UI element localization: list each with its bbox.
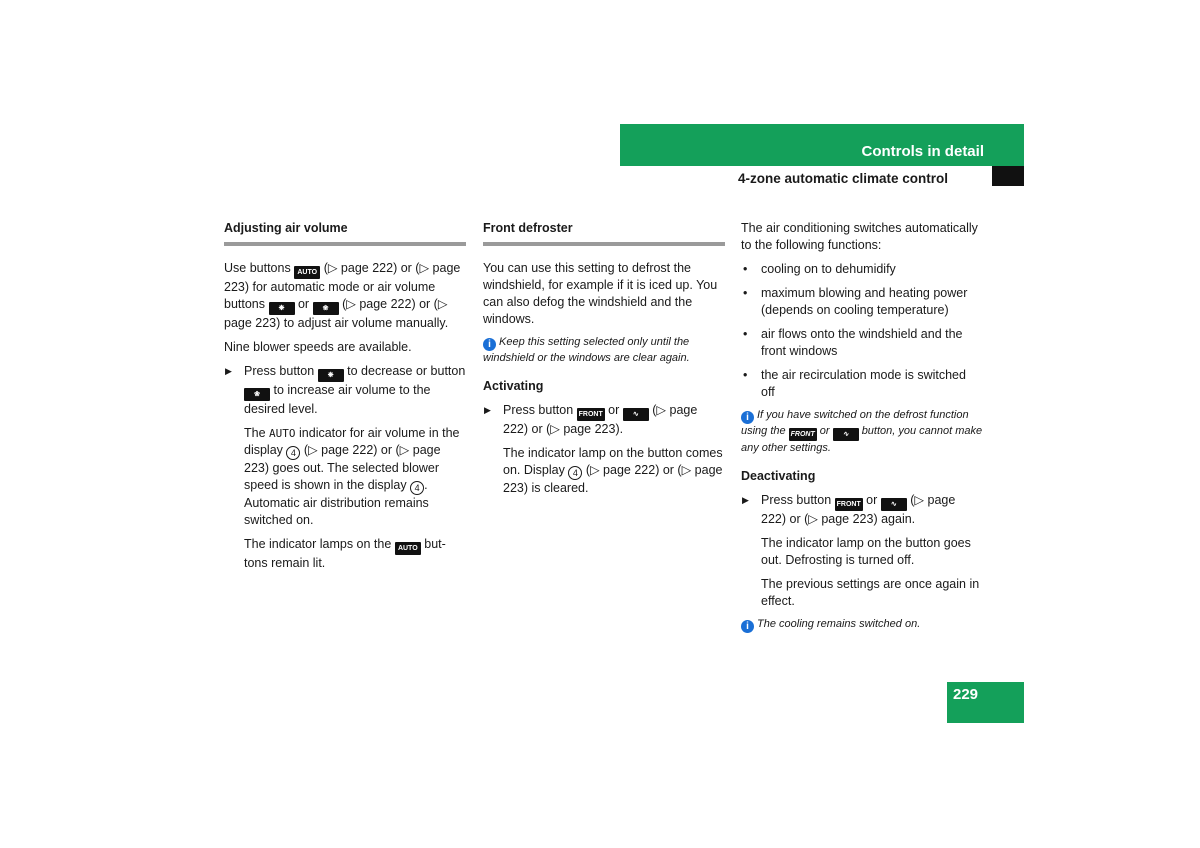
text: the air recirculation mode is switched off bbox=[761, 368, 966, 399]
text: or bbox=[297, 297, 310, 311]
list-item bbox=[741, 326, 983, 360]
display-reference-number: 4 bbox=[286, 446, 300, 460]
front-defrost-button-icon: FRONT bbox=[789, 428, 817, 441]
step-arrow-icon: ▶ bbox=[225, 366, 232, 376]
text: The indicator lamps on the bbox=[244, 537, 392, 551]
display-reference-number: 4 bbox=[410, 481, 424, 495]
text: The bbox=[244, 426, 266, 440]
windshield-defrost-button-icon: ∿ bbox=[881, 498, 907, 511]
text: (▷ page 222) or (▷ page 223). bbox=[503, 403, 698, 436]
info-icon: i bbox=[483, 338, 496, 351]
text: or bbox=[866, 493, 878, 507]
text: (▷ page 222) or (▷ page 223) again. bbox=[761, 493, 956, 526]
note-text: If you have switched on the defrost function using the bbox=[741, 409, 969, 437]
instruction-step bbox=[483, 402, 725, 438]
paragraph: The indicator lamp on the button goes out. Defrosting is turned off. bbox=[761, 536, 971, 567]
paragraph bbox=[224, 425, 466, 529]
note-text: or bbox=[819, 425, 830, 437]
list-item bbox=[741, 285, 983, 319]
step-arrow-icon: ▶ bbox=[742, 495, 749, 505]
bullet-icon: • bbox=[743, 327, 748, 341]
paragraph: You can use this setting to defrost the windshield, for example if it is iced up. You can also defog the windshield and the windows. bbox=[483, 261, 718, 326]
info-note bbox=[741, 408, 983, 456]
front-defrost-button-icon: FRONT bbox=[835, 498, 863, 511]
display-auto-text: AUTO bbox=[269, 427, 296, 440]
text: Press button bbox=[244, 364, 315, 378]
text: maximum blowing and heating power (depends on cooling temperature) bbox=[761, 286, 968, 317]
fan-low-button-icon: ❋ bbox=[318, 369, 344, 382]
text: indicator for air volume in the display bbox=[244, 426, 460, 457]
text: or bbox=[608, 403, 620, 417]
paragraph bbox=[224, 536, 466, 572]
text: to increase air volume to the desired level. bbox=[244, 383, 431, 416]
column-defroster-functions bbox=[741, 220, 983, 643]
info-note bbox=[741, 617, 983, 633]
instruction-step bbox=[224, 363, 466, 418]
text: (▷ page 222) or (▷ page 223) goes out. The selected blower speed is shown in the display bbox=[244, 443, 441, 492]
paragraph bbox=[224, 260, 466, 332]
bullet-icon: • bbox=[743, 368, 748, 382]
section-title-air-volume: Adjusting air volume bbox=[224, 220, 466, 246]
text: Press button bbox=[503, 403, 574, 417]
auto-button-icon: AUTO bbox=[395, 542, 421, 555]
fan-low-button-icon: ❋ bbox=[269, 302, 295, 315]
subheading-deactivating: Deactivating bbox=[741, 469, 816, 483]
section-subtitle: 4-zone automatic climate control bbox=[738, 171, 949, 186]
text: (▷ page 222) or (▷ page 223) for automatic mode or air volume buttons bbox=[224, 261, 461, 311]
paragraph: Nine blower speeds are available. bbox=[224, 340, 412, 354]
note-text: Keep this setting selected only until the windshield or the windows are clear again. bbox=[483, 336, 690, 364]
info-note bbox=[483, 335, 725, 366]
section-title-front-defroster: Front defroster bbox=[483, 220, 725, 246]
step-arrow-icon: ▶ bbox=[484, 405, 491, 415]
auto-button-icon: AUTO bbox=[294, 266, 320, 279]
text: cooling on to dehumidify bbox=[761, 262, 896, 276]
bullet-icon: • bbox=[743, 286, 748, 300]
page-number: 229 bbox=[953, 686, 979, 703]
text: Press button bbox=[761, 493, 832, 507]
paragraph: The air conditioning switches automatically to the following functions: bbox=[741, 221, 978, 252]
note-text: The cooling remains switched on. bbox=[757, 618, 921, 630]
info-icon: i bbox=[741, 620, 754, 633]
section-marker bbox=[992, 166, 1024, 186]
bullet-icon: • bbox=[743, 262, 748, 276]
list-item bbox=[741, 367, 983, 401]
note-text: button, you cannot make any other settings. bbox=[741, 425, 983, 454]
chapter-title: Controls in detail bbox=[861, 143, 984, 160]
text: Use buttons bbox=[224, 261, 291, 275]
fan-high-button-icon: ❀ bbox=[244, 388, 270, 401]
text: air flows onto the windshield and the front windows bbox=[761, 327, 963, 358]
column-front-defroster bbox=[483, 220, 725, 504]
display-reference-number: 4 bbox=[568, 466, 582, 480]
paragraph bbox=[483, 445, 725, 497]
page-number-box bbox=[947, 682, 1024, 723]
text: The indicator lamp on the button comes on. Display bbox=[503, 446, 723, 477]
windshield-defrost-button-icon: ∿ bbox=[623, 408, 649, 421]
text: to decrease or button bbox=[347, 364, 466, 378]
column-adjusting-air-volume bbox=[224, 220, 466, 579]
chapter-header-band bbox=[620, 124, 1024, 166]
info-icon: i bbox=[741, 411, 754, 424]
paragraph: The previous settings are once again in effect. bbox=[761, 577, 980, 608]
fan-high-button-icon: ❀ bbox=[313, 302, 339, 315]
list-item bbox=[741, 261, 983, 278]
subheading-activating: Activating bbox=[483, 379, 544, 393]
text: (▷ page 222) or (▷ page 223) is cleared. bbox=[503, 463, 723, 495]
text: . Automatic air distribution remains switched on. bbox=[244, 478, 429, 527]
front-defrost-button-icon: FRONT bbox=[577, 408, 605, 421]
instruction-step bbox=[741, 492, 983, 528]
text: (▷ page 222) or (▷ page 223) to adjust air volume manually. bbox=[224, 297, 449, 330]
text: but-tons remain lit. bbox=[244, 537, 446, 570]
windshield-defrost-button-icon: ∿ bbox=[833, 428, 859, 441]
